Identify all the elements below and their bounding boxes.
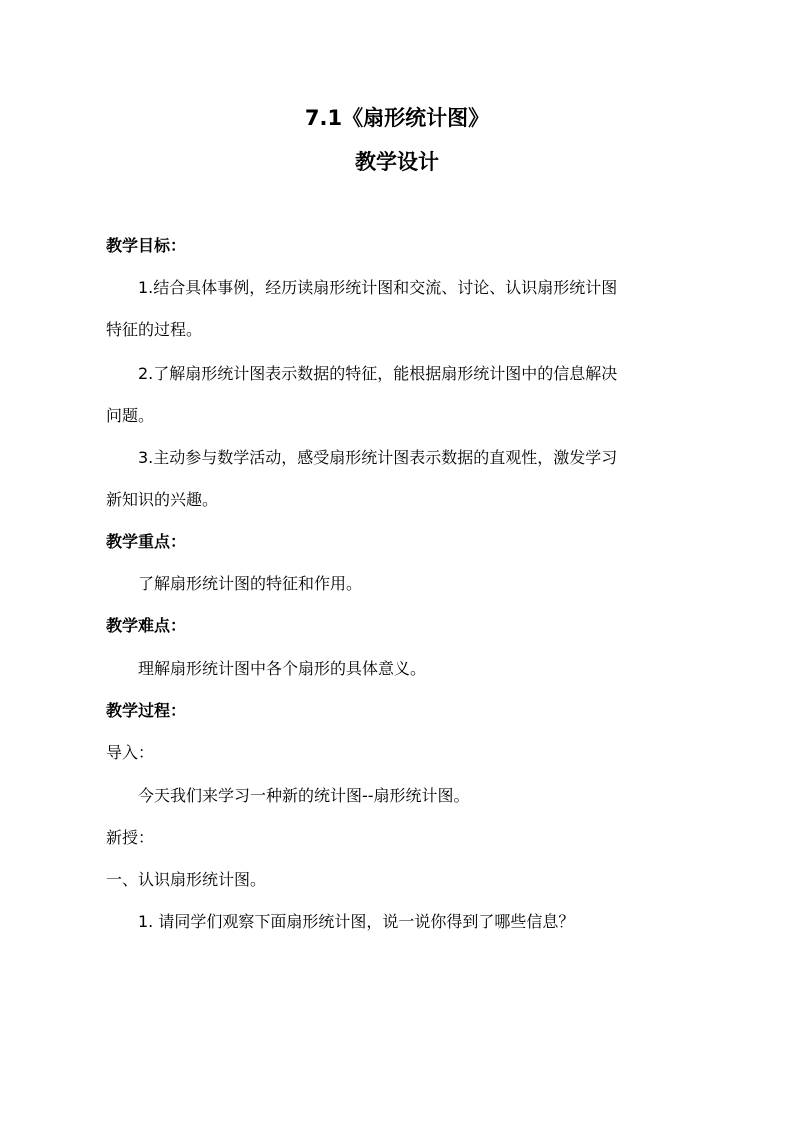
question-1: 1. 请同学们观察下面扇形统计图，说一说你得到了哪些信息？: [138, 912, 575, 931]
process-heading: 教学过程：: [106, 701, 187, 720]
key-points-text: 了解扇形统计图的特征和作用。: [138, 574, 363, 593]
key-points-heading: 教学重点：: [106, 532, 187, 551]
document-title: 7.1《扇形统计图》: [304, 106, 490, 130]
intro-label: 导入：: [106, 743, 155, 762]
objective-3-line-2: 新知识的兴趣。: [106, 490, 219, 509]
intro-text: 今天我们来学习一种新的统计图--扇形统计图。: [138, 786, 470, 805]
objective-3-line-1: 3.主动参与数学活动，感受扇形统计图表示数据的直观性，激发学习: [138, 448, 618, 467]
objective-2-line-1: 2.了解扇形统计图表示数据的特征，能根据扇形统计图中的信息解决: [138, 364, 618, 383]
new-lesson-label: 新授：: [106, 828, 155, 847]
document-subtitle: 教学设计: [355, 150, 439, 174]
difficulties-heading: 教学难点：: [106, 616, 187, 635]
objective-1-line-1: 1.结合具体事例，经历读扇形统计图和交流、讨论、认识扇形统计图: [138, 278, 618, 297]
objective-1-line-2: 特征的过程。: [106, 320, 203, 339]
difficulties-text: 理解扇形统计图中各个扇形的具体意义。: [138, 659, 427, 678]
objective-2-line-2: 问题。: [106, 406, 155, 425]
objectives-heading: 教学目标：: [106, 236, 187, 255]
section-1-heading: 一、认识扇形统计图。: [106, 870, 267, 889]
